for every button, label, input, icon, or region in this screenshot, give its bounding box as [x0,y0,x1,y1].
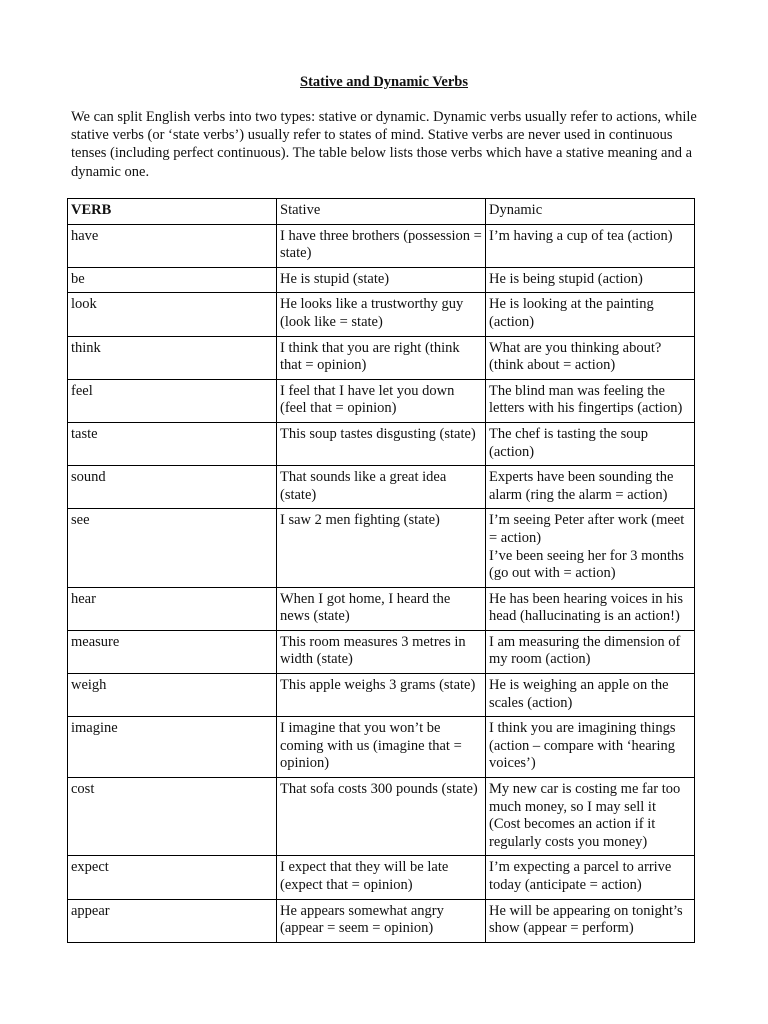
table-row [68,336,695,379]
verb-cell: look [68,293,277,336]
table-row [68,630,695,673]
stative-cell: This apple weighs 3 grams (state) [277,674,486,717]
table-row [68,856,695,899]
stative-cell: This room measures 3 metres in width (state) [277,630,486,673]
verb-cell: appear [68,899,277,942]
table-row [68,717,695,778]
dynamic-cell: He is being stupid (action) [486,267,695,293]
dynamic-cell: My new car is costing me far too much money, so I may sell it (Cost becomes an action if it regularly costs you money) [486,778,695,856]
stative-cell: When I got home, I heard the news (state) [277,587,486,630]
verb-cell: sound [68,466,277,509]
verb-cell: measure [68,630,277,673]
dynamic-cell: Experts have been sounding the alarm (ring the alarm = action) [486,466,695,509]
dynamic-cell: I’m seeing Peter after work (meet = action) I’ve been seeing her for 3 months (go out with = action) [486,509,695,587]
stative-cell: I saw 2 men fighting (state) [277,509,486,587]
dynamic-cell: He will be appearing on tonight’s show (appear = perform) [486,899,695,942]
dynamic-cell: I’m having a cup of tea (action) [486,224,695,267]
table-row [68,509,695,587]
table-row [68,899,695,942]
verb-cell: have [68,224,277,267]
verb-cell: cost [68,778,277,856]
dynamic-cell: I think you are imagining things (action – compare with ‘hearing voices’) [486,717,695,778]
stative-cell: I have three brothers (possession = state) [277,224,486,267]
header-verb: VERB [68,199,277,225]
verb-cell: think [68,336,277,379]
dynamic-cell: He has been hearing voices in his head (hallucinating is an action!) [486,587,695,630]
table-body [68,224,695,942]
table-row [68,587,695,630]
verbs-table [67,198,695,943]
table-row [68,778,695,856]
stative-cell: He appears somewhat angry (appear = seem = opinion) [277,899,486,942]
stative-cell: He is stupid (state) [277,267,486,293]
table-row [68,379,695,422]
verb-cell: feel [68,379,277,422]
stative-cell: He looks like a trustworthy guy (look like = state) [277,293,486,336]
verb-cell: see [68,509,277,587]
dynamic-cell: The chef is tasting the soup (action) [486,422,695,465]
verb-cell: imagine [68,717,277,778]
dynamic-cell: I am measuring the dimension of my room (action) [486,630,695,673]
dynamic-cell: He is weighing an apple on the scales (action) [486,674,695,717]
stative-cell: This soup tastes disgusting (state) [277,422,486,465]
dynamic-cell: What are you thinking about? (think about = action) [486,336,695,379]
header-stative: Stative [277,199,486,225]
stative-cell: That sounds like a great idea (state) [277,466,486,509]
stative-cell: I feel that I have let you down (feel that = opinion) [277,379,486,422]
stative-cell: That sofa costs 300 pounds (state) [277,778,486,856]
verb-cell: be [68,267,277,293]
table-row [68,466,695,509]
page-title: Stative and Dynamic Verbs [300,74,468,90]
intro-paragraph: We can split English verbs into two types: stative or dynamic. Dynamic verbs usually refer to actions, while stative verbs (or ‘state verbs’) usually refer to states of mind. Stative verbs are never used in continuous tenses (including perfect continuous). The table below lists those verbs which have a stative meaning and a dynamic one. [71,109,697,180]
stative-cell: I think that you are right (think that = opinion) [277,336,486,379]
stative-cell: I expect that they will be late (expect that = opinion) [277,856,486,899]
verb-cell: taste [68,422,277,465]
table-row [68,674,695,717]
dynamic-cell: The blind man was feeling the letters with his fingertips (action) [486,379,695,422]
dynamic-cell: He is looking at the painting (action) [486,293,695,336]
header-dynamic: Dynamic [486,199,695,225]
dynamic-cell: I’m expecting a parcel to arrive today (anticipate = action) [486,856,695,899]
stative-cell: I imagine that you won’t be coming with us (imagine that = opinion) [277,717,486,778]
verb-cell: weigh [68,674,277,717]
table-header-row [68,199,695,225]
verb-cell: expect [68,856,277,899]
table-row [68,422,695,465]
table-row [68,224,695,267]
verb-cell: hear [68,587,277,630]
table-row [68,267,695,293]
table-row [68,293,695,336]
